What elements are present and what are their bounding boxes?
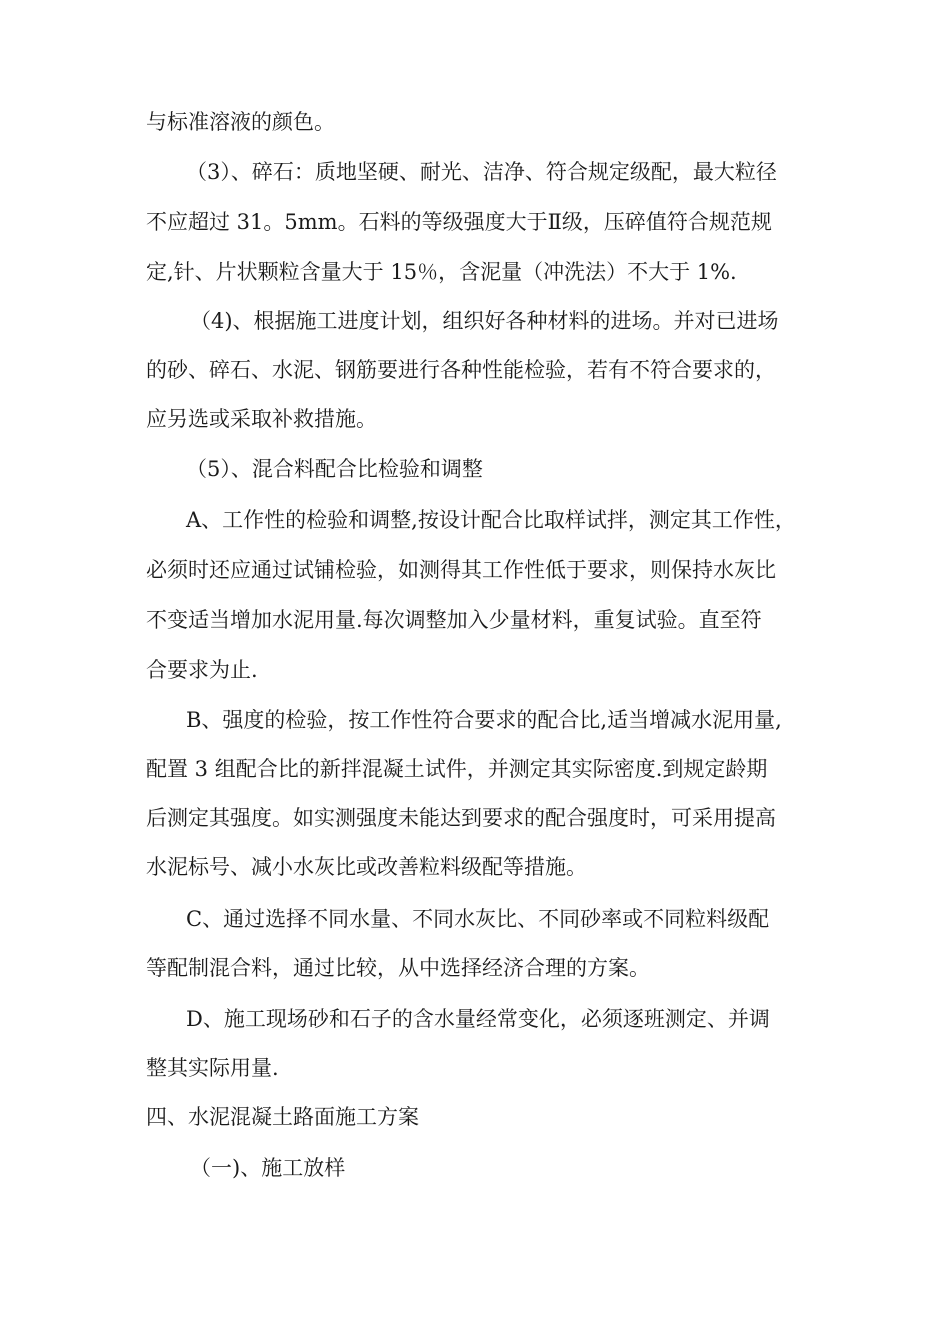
text-line: （5）、混合料配合比检验和调整 xyxy=(186,457,483,481)
text-line: 水泥标号、减小水灰比或改善粒料级配等措施。 xyxy=(146,855,587,879)
text-line: 合要求为止. xyxy=(146,658,258,682)
subsection-heading: （一)、施工放样 xyxy=(190,1156,346,1180)
text-line: 不应超过 31。5mm。石料的等级强度大于Ⅱ级，压碎值符合规范规 xyxy=(146,210,772,234)
text-line: 配置 3 组配合比的新拌混凝土试件，并测定其实际密度.到规定龄期 xyxy=(146,757,768,781)
section-heading: 四、水泥混凝土路面施工方案 xyxy=(146,1105,419,1129)
text-line: 必须时还应通过试铺检验，如测得其工作性低于要求，则保持水灰比 xyxy=(146,558,776,582)
text-line: （3）、碎石：质地坚硬、耐光、洁净、符合规定级配，最大粒径 xyxy=(186,160,777,184)
text-line: 后测定其强度。如实测强度未能达到要求的配合强度时，可采用提高 xyxy=(146,806,776,830)
text-line: 应另选或采取补救措施。 xyxy=(146,407,377,431)
text-line: 整其实际用量. xyxy=(146,1056,279,1080)
text-line: 不变适当增加水泥用量.每次调整加入少量材料，重复试验。直至符 xyxy=(146,608,762,632)
text-line: （4)、根据施工进度计划，组织好各种材料的进场。并对已进场 xyxy=(190,309,779,333)
text-line: 定,针、片状颗粒含量大于 15％，含泥量（冲洗法）不大于 1%. xyxy=(146,260,737,284)
text-line: 与标准溶液的颜色。 xyxy=(146,110,335,134)
text-line: C、通过选择不同水量、不同水灰比、不同砂率或不同粒料级配 xyxy=(186,907,770,931)
text-line: 的砂、碎石、水泥、钢筋要进行各种性能检验，若有不符合要求的， xyxy=(146,358,776,382)
text-line: 等配制混合料，通过比较，从中选择经济合理的方案。 xyxy=(146,956,650,980)
text-line: B、强度的检验，按工作性符合要求的配合比,适当增减水泥用量, xyxy=(186,708,782,732)
text-line: A、工作性的检验和调整,按设计配合比取样试拌，测定其工作性， xyxy=(186,508,796,532)
text-line: D、施工现场砂和石子的含水量经常变化，必须逐班测定、并调 xyxy=(186,1007,770,1031)
